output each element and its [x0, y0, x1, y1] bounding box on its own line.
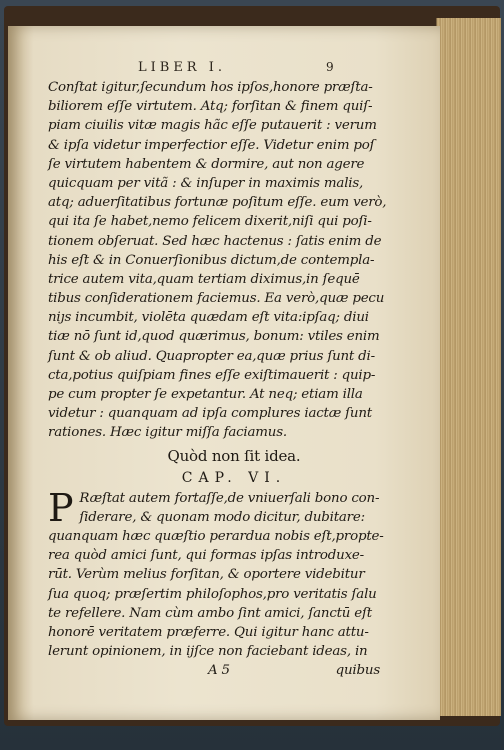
text-line: videtur : quanquam ad ipſa complures iactæ ſunt: [48, 406, 372, 422]
page-number: 9: [326, 60, 334, 74]
text-line: Ræſtat autem fortaſſe,de vniuerſali bono con-: [79, 490, 380, 506]
text-line: rationes. Hæc igitur miſſa faciamus.: [48, 425, 287, 441]
text-line: atq; aduerſitatibus fortunæ poſitum eſſe. eum verò,: [48, 195, 387, 211]
text-line: ſua quoq; præſertim philoſophos,pro veritatis ſalu: [48, 586, 377, 602]
paragraph-chapter: [48, 485, 420, 662]
text-line: lerunt opinionem, in ijſce non faciebant ideas, in: [48, 644, 368, 660]
text-line: tionem obſeruat. Sed hæc hactenus : ſatis enim de: [48, 233, 382, 249]
running-head: LIBER I.: [138, 60, 226, 75]
paragraph-top: [48, 78, 420, 443]
text-line: pe cum propter ſe expetantur. At neq; etiam illa: [48, 387, 363, 402]
signature-mark: A 5: [208, 663, 230, 679]
book-page: [8, 26, 440, 720]
text-line: & ipſa videtur imperfectior eſſe. Videtur enim poſ: [48, 137, 375, 153]
text-line: tibus conſiderationem faciemus. Ea verò,quæ pecu: [48, 291, 385, 307]
text-line: Conſtat igitur,ſecundum hos ipſos,honore præſta-: [48, 80, 373, 95]
text-line: ſiderare, & quonam modo dicitur, dubitare:: [79, 509, 365, 525]
text-line: piam ciuilis vitæ magis hãc eſſe putauerit : verum: [48, 118, 377, 134]
text-line: tiæ nō ſunt id,quod quærimus, bonum: vtiles enim: [48, 329, 380, 345]
section-title: Quòd non ſit idea.: [167, 446, 301, 465]
text-line: qui ita ſe habet,nemo felicem dixerit,niſi qui poſi-: [48, 214, 372, 230]
text-line: cta,potius quiſpiam fines eſſe exiſtimauerit : quip-: [48, 367, 376, 383]
indented-lines: [48, 485, 420, 530]
page-footer: [48, 661, 420, 680]
catchword: quibus: [335, 663, 380, 679]
text-line: honorē veritatem præferre. Qui igitur hanc attu-: [48, 624, 369, 640]
page-edges: [436, 18, 501, 716]
text-line: quicquam per vitã : & inſuper in maximis malis,: [48, 175, 364, 191]
chapter-title: CAP. VI.: [181, 469, 287, 486]
text-line: quanquam hæc quæſtio perardua nobis eſt,propte-: [48, 528, 384, 544]
text-line: biliorem eſſe virtutem. Atq; forſitan & finem quiſ-: [48, 99, 373, 115]
text-line: trice autem vita,quam tertiam diximus,in ſequē: [48, 271, 360, 287]
text-line: his eſt & in Conuerſionibus dictum,de contempla-: [48, 252, 375, 268]
text-line: te refellere. Nam cùm ambo ſint amici, ſanctū eſt: [48, 605, 372, 621]
text-line: niȷs incumbit, violēta quædam eſt vita:ipſaq; diui: [48, 310, 369, 326]
paragraph-bottom: [48, 527, 420, 661]
text-line: rea quòd amici ſunt, qui formas ipſas introduxe-: [48, 548, 364, 564]
body-text: [48, 78, 420, 680]
text-line: ſunt & ob aliud. Quapropter ea,quæ prius ſunt di-: [48, 348, 375, 364]
drop-cap: P: [48, 485, 74, 530]
text-line: rūt. Verùm melius forſitan, & oportere videbitur: [48, 567, 365, 583]
text-line: ſe virtutem habentem & dormire, aut non agere: [48, 156, 365, 172]
